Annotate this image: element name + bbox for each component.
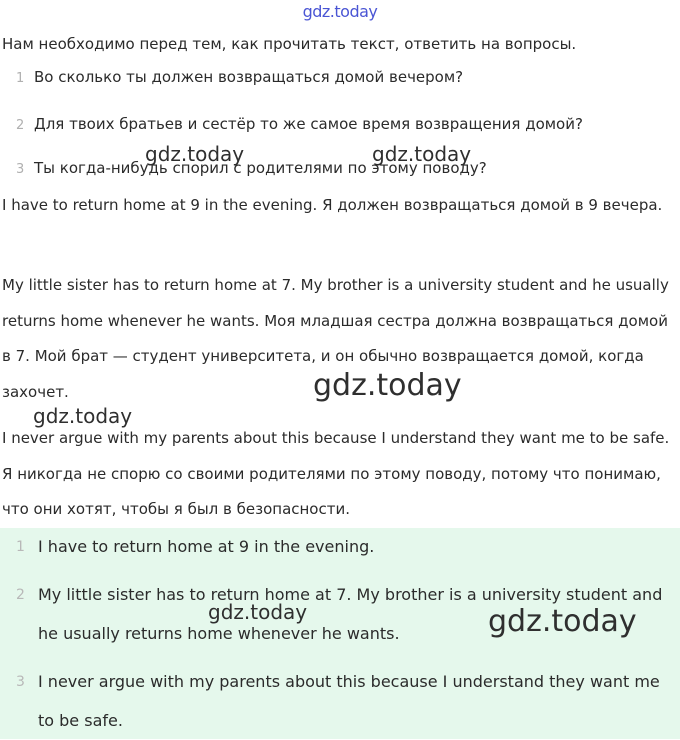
intro-text: Нам необходимо перед тем, как прочитать текст, ответить на вопросы. — [2, 35, 577, 53]
question-number: 3 — [16, 162, 25, 177]
question-item — [16, 159, 487, 177]
summary-number: 3 — [16, 674, 25, 690]
summary-text: My little sister has to return home at 7. My brother is a university student and he usually returns home whenever he wants. — [38, 585, 663, 643]
watermark: gdz.today — [33, 404, 133, 428]
header-watermark: gdz.today — [302, 2, 378, 21]
question-number: 2 — [16, 118, 25, 133]
answer-summary-box — [0, 528, 680, 739]
summary-item — [16, 528, 678, 567]
question-text: Для твоих братьев и сестёр то же самое время возвращения домой? — [34, 115, 583, 133]
watermark: gdz.today — [313, 368, 462, 403]
answer-paragraph-3: I never argue with my parents about this because I understand they want me to be safe. Я никогда не спорю со своими родителями по этому поводу, потому что понимаю, что они хотят, чтобы я был в безопасности. — [2, 429, 670, 518]
question-number: 1 — [16, 71, 25, 86]
watermark: gdz.today — [145, 142, 245, 166]
watermark: gdz.today — [208, 600, 308, 624]
question-item — [16, 115, 583, 133]
question-item — [16, 68, 463, 86]
question-text: Во сколько ты должен возвращаться домой вечером? — [34, 68, 464, 86]
summary-item — [16, 576, 678, 653]
summary-text: I have to return home at 9 in the evening. — [38, 537, 375, 556]
watermark: gdz.today — [372, 142, 472, 166]
answer-paragraph-1: I have to return home at 9 in the evening. Я должен возвращаться домой в 9 вечера. — [2, 196, 663, 214]
question-text: Ты когда-нибудь спорил с родителями по этому поводу? — [34, 159, 487, 177]
watermark: gdz.today — [488, 604, 637, 639]
summary-number: 2 — [16, 587, 25, 603]
answer-paragraph-2: My little sister has to return home at 7. My brother is a university student and he usually returns home whenever he wants. Моя младшая сестра должна возвращаться домой в 7. Мой брат — студент университета, и он обычно возвращается домой, когда захочет. — [2, 276, 669, 401]
summary-text: I never argue with my parents about this because I understand they want me to be safe. — [38, 672, 660, 730]
summary-number: 1 — [16, 539, 25, 555]
summary-item — [16, 663, 678, 740]
